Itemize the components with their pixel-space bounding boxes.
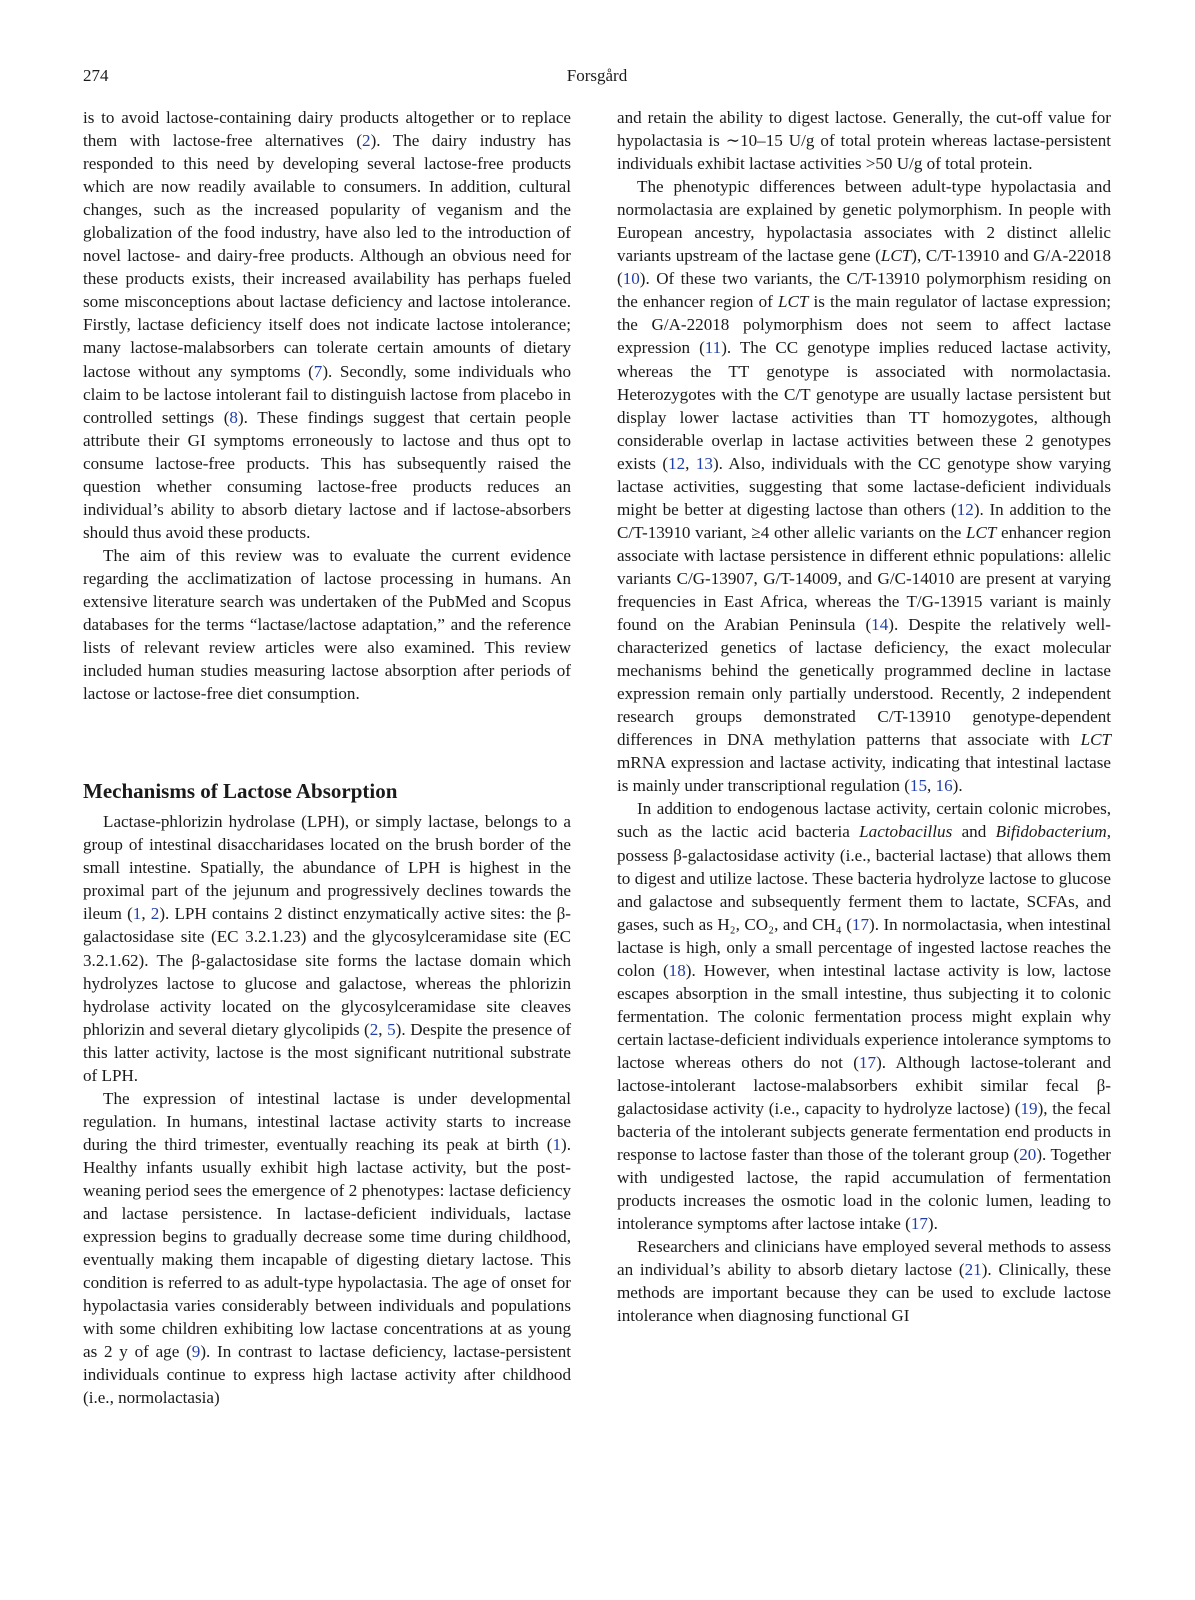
- paragraph: [617, 797, 1111, 1235]
- paragraph: [617, 1235, 1111, 1327]
- text-run: Lactase-phlorizin hydrolase (LPH), or simply lactase, belongs to a group of intestinal disaccharidases located on the brush border of the small intestine. Spatially, the abundance of LPH is highest in the proximal part of the jejunum and progressively declines towards the ileum (: [83, 812, 571, 924]
- citation-link[interactable]: 11: [704, 338, 722, 358]
- text-run: ). In normolactasia, when intestinal lactase is high, only a small percentage of ingested lactose reaches the colon (: [617, 914, 1112, 980]
- text-run: ). LPH contains 2 distinct enzymatically active sites: the β-galactosidase site (EC 3.2.1.23) and the glycosylceramidase site (EC 3.2.1.62). The β-galactosidase site forms the lactase domain which hydrolyzes lactose to glucose and galactose, whereas the phlorizin hydrolase activity located on the glycosylceramidase site cleaves phlorizin and several dietary glycolipids (: [83, 904, 571, 1039]
- citation-link[interactable]: 2: [369, 1019, 379, 1039]
- text-run: enhancer region associate with lactase persistence in different ethnic populations: allelic variants C/G-13907, G/T-14009, and G/C-14010 are present at varying frequencies in East Africa, whereas the T/G-13915 variant is mainly found on the Arabian Peninsula (: [617, 522, 1112, 635]
- citation-link[interactable]: 18: [668, 960, 686, 980]
- citation-link[interactable]: 21: [964, 1260, 982, 1280]
- text-run: ). These findings suggest that certain people attribute their GI symptoms erroneously to lactose and thus opt to consume lactose-free products. This has subsequently raised the question whether consuming lactose-free products reduces an individual’s ability to absorb dietary lactose and if lactose-absorbers should thus avoid these products.: [83, 407, 571, 542]
- left-column: [83, 106, 571, 1409]
- citation-link[interactable]: 10: [622, 269, 640, 289]
- text-run: The aim of this review was to evaluate the current evidence regarding the acclimatization of lactose processing in humans. An extensive literature search was undertaken of the PubMed and Scopus databases for the terms “lactase/lactose adaptation,” and the reference lists of relevant review articles were also examined. This review included human studies measuring lactose absorption after periods of lactose or lactose-free diet consumption.: [83, 545, 571, 704]
- citation-link[interactable]: 16: [935, 776, 953, 796]
- paragraph: [83, 544, 571, 705]
- citation-link[interactable]: 1: [132, 904, 142, 924]
- text-run: ). Of these two variants, the C/T-13910 polymorphism residing on the enhancer region of: [617, 269, 1111, 312]
- citation-link[interactable]: 20: [1019, 1145, 1037, 1165]
- text-run: ). In contrast to lactase deficiency, lactase-persistent individuals continue to express high lactase activity after childhood (i.e., normolactasia): [83, 1342, 571, 1408]
- text-run: is to avoid lactose-containing dairy products altogether or to replace them with lactose-free alternatives (: [83, 108, 571, 151]
- page-header: [83, 66, 1111, 92]
- citation-link[interactable]: 2: [362, 131, 371, 151]
- text-run: and retain the ability to digest lactose. Generally, the cut-off value for hypolactasia is ∼10–15 U/g of total protein whereas lactase-persistent individuals exhibit lactase activities >50 U/g of total protein.: [617, 108, 1111, 174]
- italic-term: LCT: [966, 522, 997, 542]
- text-run: ), C/T-13910 and G/A-22018 (: [617, 246, 1111, 289]
- italic-term: LCT: [1080, 730, 1111, 750]
- citation-link[interactable]: 1: [552, 1134, 562, 1154]
- italic-term: Lactobacillus: [859, 822, 953, 842]
- citation-link[interactable]: 15: [909, 776, 927, 796]
- paragraph: [83, 1087, 571, 1410]
- text-run: ). However, when intestinal lactase activity is low, lactose escapes absorption in the small intestine, thus subjecting it to colonic fermentation. The colonic fermentation process might explain why certain lactase-deficient individuals experience intolerance symptoms to lactose whereas others do not (: [617, 960, 1111, 1072]
- text-run: Researchers and clinicians have employed several methods to assess an individual’s ability to absorb dietary lactose (: [617, 1237, 1111, 1280]
- running-head-author: Forsgård: [566, 66, 628, 85]
- italic-term: LCT: [777, 292, 809, 312]
- italic-term: Bifidobacterium: [995, 822, 1107, 842]
- citation-link[interactable]: 7: [313, 361, 323, 381]
- text-run: ). Despite the relatively well-characterized genetics of lactase deficiency, the exact molecular mechanisms behind the genetically programmed decline in lactase expression remain only partially understood. Recently, 2 independent research groups demonstrated C/T-13910 genotype-dependent differences in DNA methylation patterns that associate with: [617, 615, 1111, 750]
- text-run: ). In addition to the C/T-13910 variant, ≥4 other allelic variants on the: [617, 499, 1111, 542]
- text-run: The expression of intestinal lactase is under developmental regulation. In humans, intestinal lactase activity starts to increase during the third trimester, eventually reaching its peak at birth (: [83, 1088, 571, 1154]
- text-run: ). Also, individuals with the CC genotype show varying lactase activities, suggesting that some lactase-deficient individuals might be better at digesting lactose than others (: [617, 453, 1111, 519]
- text-run: is the main regulator of lactase expression; the G/A-22018 polymorphism does not seem to affect lactase expression (: [617, 292, 1111, 358]
- section-heading: Mechanisms of Lactose Absorption: [83, 779, 398, 804]
- text-run: ,: [926, 776, 936, 796]
- text-run: ). Despite the presence of this latter activity, lactose is the most significant nutritional substrate of LPH.: [83, 1019, 572, 1085]
- page-number: 274: [83, 66, 109, 85]
- text-run: , possess β-galactosidase activity (i.e., bacterial lactase) that allows them to digest and utilize lactose. These bacteria hydrolyze lactose to glucose and galactose and subsequently ferment them to lactate, SCFAs, and gases, such as H₂, CO₂, and CH₄ (: [617, 822, 1111, 934]
- citation-link[interactable]: 17: [910, 1214, 928, 1234]
- text-run: ). Although lactose-tolerant and lactose-intolerant lactose-malabsorbers exhibit similar fecal β-galactosidase activity (i.e., capacity to hydrolyze lactose) (: [617, 1052, 1111, 1119]
- citation-link[interactable]: 17: [858, 1052, 877, 1072]
- text-run: ). Healthy infants usually exhibit high lactase activity, but the post-weaning period sees the emergence of 2 phenotypes: lactase deficiency and lactase persistence. In lactase-deficient individuals, lactase expression begins to gradually decrease some time during childhood, eventually making them incapable of digesting dietary lactose. This condition is referred to as adult-type hypolactasia. The age of onset for hypolactasia varies considerably between individuals and populations with some children exhibiting low lactase concentrations at as young as 2 y of age (: [83, 1134, 571, 1362]
- italic-term: LCT: [880, 246, 912, 266]
- text-run: ).: [927, 1214, 938, 1234]
- text-run: ).: [952, 776, 963, 796]
- text-run: ). Together with undigested lactose, the rapid accumulation of fermentation products increases the osmotic load in the colonic lumen, leading to intolerance symptoms after lactose intake (: [617, 1145, 1111, 1234]
- text-run: ,: [141, 904, 151, 924]
- text-run: In addition to endogenous lactase activity, certain colonic microbes, such as the lactic acid bacteria: [617, 799, 1111, 842]
- text-run: ,: [685, 453, 696, 473]
- paragraph: [83, 810, 571, 1087]
- text-run: ). The dairy industry has responded to this need by developing several lactose-free products which are now readily available to consumers. In addition, cultural changes, such as the increased popularity of veganism and the globalization of the food industry, have also led to the introduction of novel lactose- and dairy-free products. Although an obvious need for these products exists, their increased availability has perhaps fueled some misconceptions about lactase deficiency and lactose intolerance. Firstly, lactase deficiency itself does not indicate lactose intolerance; many lactose-malabsorbers can tolerate certain amounts of dietary lactose without any symptoms (: [83, 131, 571, 381]
- citation-link[interactable]: 12: [668, 453, 686, 473]
- text-run: ). Secondly, some individuals who claim to be lactose intolerant fail to distinguish lactose from placebo in controlled settings (: [83, 361, 571, 427]
- citation-link[interactable]: 9: [191, 1342, 201, 1362]
- paragraph: [83, 106, 571, 544]
- citation-link[interactable]: 2: [150, 904, 160, 924]
- paragraph: [617, 106, 1111, 175]
- citation-link[interactable]: 13: [695, 453, 713, 473]
- right-column: [617, 106, 1111, 1327]
- text-run: ). Clinically, these methods are important because they can be used to exclude lactose intolerance when diagnosing functional GI: [617, 1260, 1111, 1326]
- citation-link[interactable]: 5: [387, 1019, 396, 1039]
- text-run: ). The CC genotype implies reduced lactase activity, whereas the TT genotype is associated with normolactasia. Heterozygotes with the C/T genotype are usually lactase persistent but display lower lactase activities than TT homozygotes, although considerable overlap in lactase activities between these 2 genotypes exists (: [617, 338, 1111, 473]
- text-run: The phenotypic differences between adult-type hypolactasia and normolactasia are explained by genetic polymorphism. In people with European ancestry, hypolactasia associates with 2 distinct allelic variants upstream of the lactase gene (: [617, 177, 1111, 266]
- paragraph: [617, 175, 1111, 797]
- text-run: ,: [378, 1019, 388, 1039]
- citation-link[interactable]: 14: [871, 615, 889, 635]
- text-run: and: [952, 822, 996, 842]
- citation-link[interactable]: 8: [229, 407, 238, 427]
- citation-link[interactable]: 12: [956, 499, 974, 519]
- text-run: ), the fecal bacteria of the intolerant subjects generate fermentation end products in response to lactose faster than those of the tolerant group (: [617, 1099, 1111, 1165]
- citation-link[interactable]: 19: [1020, 1099, 1038, 1119]
- citation-link[interactable]: 17: [851, 914, 870, 934]
- text-run: mRNA expression and lactase activity, indicating that intestinal lactase is mainly under transcriptional regulation (: [617, 753, 1111, 796]
